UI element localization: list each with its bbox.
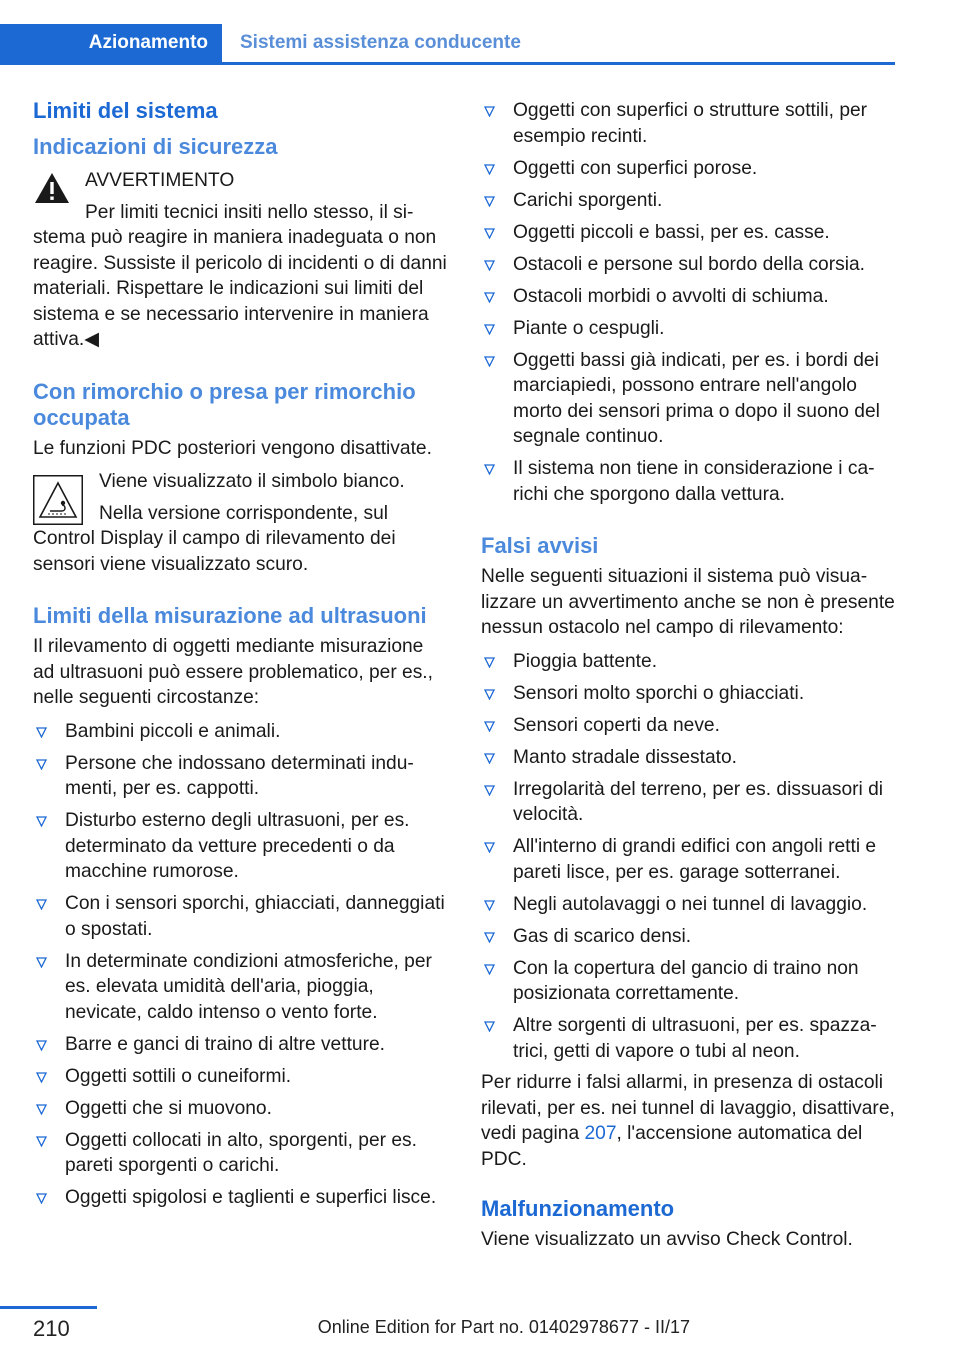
list-item: Carichi sporgenti. [481, 188, 895, 214]
list-item: All'interno di grandi edifici con angoli retti e pareti lisce, per es. garage sotterranei. [481, 834, 895, 885]
subheading-rimorchio: Con rimorchio o presa per rimorchio occupata [33, 378, 416, 430]
triangle-bullet-icon [36, 816, 47, 827]
triangle-bullet-icon [484, 753, 495, 764]
ultrasound-list [33, 719, 447, 1211]
triangle-bullet-icon [36, 1104, 47, 1115]
list-item: Oggetti con superfici o strutture sottili, per esempio recinti. [481, 98, 895, 149]
list-item: In determinate condizioni atmosferiche, per es. elevata umidità dell'aria, pioggia, nevicate, caldo intenso o vento forte. [33, 949, 447, 1026]
subheading-sicurezza: Indicazioni di sicurezza [33, 134, 278, 159]
trailer-paragraph-2: Viene visualizzato il simbolo bianco. [99, 471, 405, 492]
list-item: Con la copertura del gancio di traino non posizionata correttamente. [481, 956, 895, 1007]
triangle-bullet-icon [484, 324, 495, 335]
triangle-bullet-icon [484, 842, 495, 853]
triangle-bullet-icon [484, 900, 495, 911]
trailer-paragraph-3: Nella versione corrispondente, sul Control Display il campo di rilevamento dei sensori viene visualizzato scuro. [33, 502, 396, 575]
list-item: Ostacoli morbidi o avvolti di schiuma. [481, 284, 895, 310]
triangle-bullet-icon [484, 964, 495, 975]
subheading-ultrasuoni: Limiti della misurazione ad ultrasuoni [33, 603, 427, 628]
list-item: Oggetti piccoli e bassi, per es. casse. [481, 220, 895, 246]
list-item: Sensori coperti da neve. [481, 713, 895, 739]
warning-triangle-icon [33, 171, 71, 205]
warning-text: Per limiti tecnici insiti nello stesso, il sistema può reagire in maniera inadeguata o non reagire. Sussiste il pericolo di incidenti o di danni materiali. Rispettare le indicazioni sui limiti del sistema e se necessario intervenire in maniera attiva.◀ [33, 201, 447, 350]
triangle-bullet-icon [36, 1136, 47, 1147]
triangle-bullet-icon [484, 164, 495, 175]
triangle-bullet-icon [36, 899, 47, 910]
triangle-bullet-icon [484, 657, 495, 668]
false-alarms-intro: Nelle seguenti situazioni il sistema può visualizzare un avvertimento anche se non è presente nessun ostacolo nel campo di rilevamento: [481, 566, 895, 638]
malfunction-text: Viene visualizzato un avviso Check Control. [481, 1229, 853, 1250]
footer-rule [0, 1306, 97, 1309]
triangle-bullet-icon [36, 727, 47, 738]
list-item: Sensori molto sporchi o ghiacciati. [481, 681, 895, 707]
triangle-bullet-icon [484, 196, 495, 207]
warning-block [33, 168, 447, 353]
list-item: Altre sorgenti di ultrasuoni, per es. spazzatrici, getti di vapore o tubi al neon. [481, 1013, 895, 1064]
list-item: Oggetti bassi già indicati, per es. i bordi dei marciapiedi, possono entrare nell'angolo morto dei sensori prima o dopo il suono del segnale continuo. [481, 348, 895, 450]
list-item: Con i sensori sporchi, ghiacciati, danneggiati o spostati. [33, 891, 447, 942]
subheading-falsi-avvisi: Falsi avvisi [481, 533, 599, 558]
list-item: Disturbo esterno degli ultrasuoni, per es. determinato da vetture precedenti o da macchine rumorose. [33, 808, 447, 885]
trailer-hitch-warning-icon [33, 475, 83, 525]
tab-azionamento[interactable]: Azionamento [0, 24, 222, 62]
edition-note: Online Edition for Part no. 01402978677 - II/17 [317, 1317, 690, 1337]
triangle-bullet-icon [484, 689, 495, 700]
section-heading-malfunzionamento: Malfunzionamento [481, 1196, 675, 1221]
header-tabbar [0, 24, 895, 65]
triangle-bullet-icon [36, 1040, 47, 1051]
ultrasound-intro: Il rilevamento di oggetti mediante misurazione ad ultrasuoni può essere problematico, per es., nelle seguenti circostanze: [33, 636, 433, 708]
list-item: Oggetti spigolosi e taglienti e superfici lisce. [33, 1185, 447, 1211]
list-item: Persone che indossano determinati indumenti, per es. cappotti. [33, 751, 447, 802]
list-item: Oggetti sottili o cuneiformi. [33, 1064, 447, 1090]
trailer-symbol-block [33, 469, 447, 577]
right-column [481, 98, 895, 1253]
list-item: Negli autolavaggi o nei tunnel di lavaggio. [481, 892, 895, 918]
triangle-bullet-icon [484, 106, 495, 117]
triangle-bullet-icon [484, 1021, 495, 1032]
triangle-bullet-icon [484, 228, 495, 239]
triangle-bullet-icon [484, 260, 495, 271]
tab-sistemi-assistenza[interactable]: Sistemi assistenza conducente [240, 32, 521, 53]
triangle-bullet-icon [36, 759, 47, 770]
page-number: 210 [33, 1316, 70, 1341]
trailer-paragraph-1: Le funzioni PDC posteriori vengono disattivate. [33, 437, 432, 459]
triangle-bullet-icon [36, 957, 47, 968]
list-item: Pioggia battente. [481, 649, 895, 675]
list-item: Oggetti collocati in alto, sporgenti, per es. pareti sporgenti o carichi. [33, 1128, 447, 1179]
list-item: Bambini piccoli e animali. [33, 719, 447, 745]
triangle-bullet-icon [484, 292, 495, 303]
triangle-bullet-icon [484, 721, 495, 732]
list-item: Manto stradale dissestato. [481, 745, 895, 771]
list-item: Barre e ganci di traino di altre vetture. [33, 1032, 447, 1058]
triangle-bullet-icon [36, 1193, 47, 1204]
list-item: Irregolarità del terreno, per es. dissuasori di velocità. [481, 777, 895, 828]
reduce-false-alarms-paragraph: Per ridurre i falsi allarmi, in presenza di ostacoli rilevati, per es. nei tunnel di lavaggio, disattivare, vedi pagina 207, l'accensione automatica del PDC. [481, 1072, 895, 1170]
list-item: Il sistema non tiene in considerazione i carichi che sporgono dalla vettura. [481, 456, 895, 507]
false-alarms-list [481, 649, 895, 1065]
list-item: Ostacoli e persone sul bordo della corsia. [481, 252, 895, 278]
left-column [33, 98, 447, 1211]
triangle-bullet-icon [36, 1072, 47, 1083]
list-item: Piante o cespugli. [481, 316, 895, 342]
warning-title: AVVERTIMENTO [85, 170, 235, 191]
section-heading-limiti: Limiti del sistema [33, 98, 218, 123]
triangle-bullet-icon [484, 785, 495, 796]
list-item: Gas di scarico densi. [481, 924, 895, 950]
triangle-bullet-icon [484, 356, 495, 367]
list-item: Oggetti che si muovono. [33, 1096, 447, 1122]
triangle-bullet-icon [484, 464, 495, 475]
list-item: Oggetti con superfici porose. [481, 156, 895, 182]
page-reference-link[interactable]: 207 [584, 1123, 617, 1144]
ultrasound-list-continued [481, 98, 895, 507]
triangle-bullet-icon [484, 932, 495, 943]
